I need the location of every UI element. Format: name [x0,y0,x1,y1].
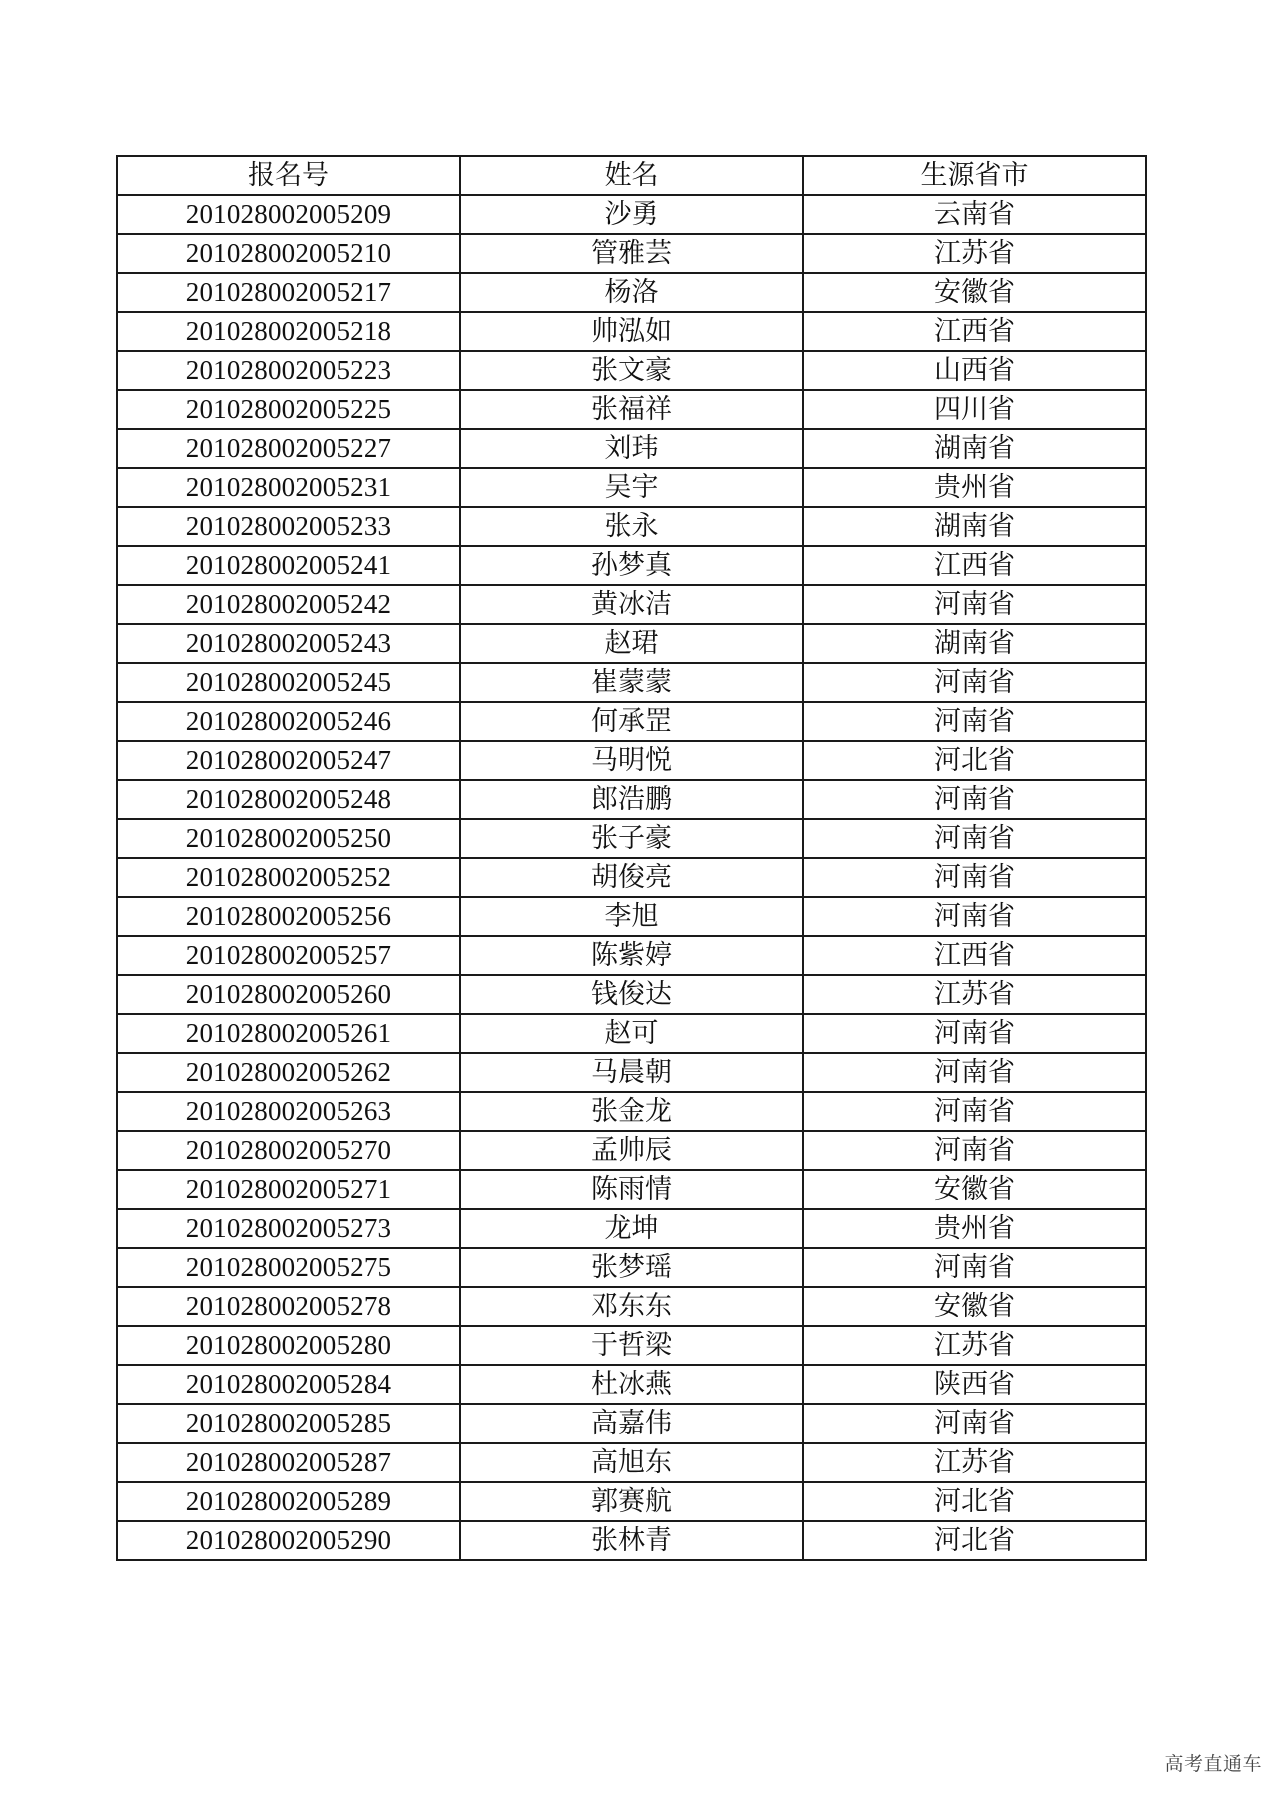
table-row [117,234,1146,273]
cell-registration-number: 201028002005257 [117,936,460,975]
table-row [117,195,1146,234]
table-row [117,507,1146,546]
table-row [117,1131,1146,1170]
cell-registration-number: 201028002005241 [117,546,460,585]
table-row [117,468,1146,507]
cell-name: 马明悦 [460,741,803,780]
cell-province: 河南省 [803,819,1146,858]
cell-name: 张金龙 [460,1092,803,1131]
cell-registration-number: 201028002005231 [117,468,460,507]
table-row [117,390,1146,429]
cell-province: 河南省 [803,1131,1146,1170]
table-row [117,858,1146,897]
cell-registration-number: 201028002005210 [117,234,460,273]
cell-province: 河南省 [803,1404,1146,1443]
table-row [117,1404,1146,1443]
cell-province: 河北省 [803,1482,1146,1521]
cell-province: 河南省 [803,1053,1146,1092]
cell-province: 江西省 [803,312,1146,351]
cell-registration-number: 201028002005245 [117,663,460,702]
cell-registration-number: 201028002005233 [117,507,460,546]
cell-province: 河南省 [803,702,1146,741]
table-row [117,1092,1146,1131]
cell-name: 张永 [460,507,803,546]
cell-name: 高旭东 [460,1443,803,1482]
header-registration-number: 报名号 [117,156,460,195]
header-row [117,156,1146,195]
cell-province: 湖南省 [803,624,1146,663]
cell-registration-number: 201028002005285 [117,1404,460,1443]
cell-registration-number: 201028002005225 [117,390,460,429]
cell-province: 陕西省 [803,1365,1146,1404]
cell-province: 江苏省 [803,975,1146,1014]
cell-name: 杨洛 [460,273,803,312]
table-row [117,936,1146,975]
cell-registration-number: 201028002005260 [117,975,460,1014]
cell-registration-number: 201028002005263 [117,1092,460,1131]
cell-province: 河南省 [803,663,1146,702]
table-row [117,312,1146,351]
header-name: 姓名 [460,156,803,195]
cell-registration-number: 201028002005256 [117,897,460,936]
cell-province: 河南省 [803,780,1146,819]
cell-province: 贵州省 [803,468,1146,507]
cell-registration-number: 201028002005270 [117,1131,460,1170]
cell-name: 崔蒙蒙 [460,663,803,702]
cell-name: 张子豪 [460,819,803,858]
table-row [117,1287,1146,1326]
table-body [117,195,1146,1560]
cell-registration-number: 201028002005243 [117,624,460,663]
cell-registration-number: 201028002005247 [117,741,460,780]
cell-registration-number: 201028002005262 [117,1053,460,1092]
cell-name: 管雅芸 [460,234,803,273]
cell-registration-number: 201028002005242 [117,585,460,624]
site-watermark: 高考直通车 [1164,1753,1262,1775]
cell-name: 沙勇 [460,195,803,234]
roster-table [116,155,1147,1561]
table-row [117,897,1146,936]
cell-registration-number: 201028002005209 [117,195,460,234]
cell-name: 吴宇 [460,468,803,507]
cell-name: 龙坤 [460,1209,803,1248]
cell-name: 于哲梁 [460,1326,803,1365]
table-row [117,663,1146,702]
cell-name: 钱俊达 [460,975,803,1014]
cell-province: 江苏省 [803,1326,1146,1365]
cell-name: 陈紫婷 [460,936,803,975]
cell-province: 河南省 [803,1248,1146,1287]
cell-name: 郭赛航 [460,1482,803,1521]
cell-registration-number: 201028002005246 [117,702,460,741]
header-province: 生源省市 [803,156,1146,195]
cell-name: 赵可 [460,1014,803,1053]
cell-province: 河南省 [803,897,1146,936]
table-row [117,1326,1146,1365]
cell-name: 杜冰燕 [460,1365,803,1404]
cell-registration-number: 201028002005280 [117,1326,460,1365]
cell-registration-number: 201028002005275 [117,1248,460,1287]
cell-registration-number: 201028002005248 [117,780,460,819]
cell-name: 张梦瑶 [460,1248,803,1287]
cell-province: 江苏省 [803,234,1146,273]
cell-name: 陈雨情 [460,1170,803,1209]
cell-registration-number: 201028002005289 [117,1482,460,1521]
cell-registration-number: 201028002005278 [117,1287,460,1326]
cell-registration-number: 201028002005290 [117,1521,460,1560]
table-row [117,1443,1146,1482]
cell-registration-number: 201028002005218 [117,312,460,351]
cell-registration-number: 201028002005217 [117,273,460,312]
cell-province: 云南省 [803,195,1146,234]
cell-province: 湖南省 [803,507,1146,546]
table-row [117,1014,1146,1053]
cell-province: 安徽省 [803,273,1146,312]
cell-registration-number: 201028002005227 [117,429,460,468]
cell-registration-number: 201028002005271 [117,1170,460,1209]
cell-registration-number: 201028002005223 [117,351,460,390]
cell-name: 邓东东 [460,1287,803,1326]
cell-province: 江苏省 [803,1443,1146,1482]
table-row [117,1521,1146,1560]
cell-registration-number: 201028002005250 [117,819,460,858]
table-row [117,429,1146,468]
cell-name: 赵珺 [460,624,803,663]
cell-registration-number: 201028002005252 [117,858,460,897]
cell-province: 安徽省 [803,1287,1146,1326]
cell-name: 黄冰洁 [460,585,803,624]
table-row [117,975,1146,1014]
cell-name: 张林青 [460,1521,803,1560]
cell-province: 山西省 [803,351,1146,390]
cell-name: 刘玮 [460,429,803,468]
cell-province: 河南省 [803,858,1146,897]
cell-registration-number: 201028002005273 [117,1209,460,1248]
table-row [117,1248,1146,1287]
cell-name: 何承罡 [460,702,803,741]
cell-name: 李旭 [460,897,803,936]
table-row [117,351,1146,390]
table-row [117,585,1146,624]
cell-registration-number: 201028002005261 [117,1014,460,1053]
cell-province: 江西省 [803,546,1146,585]
cell-registration-number: 201028002005284 [117,1365,460,1404]
table-row [117,273,1146,312]
cell-name: 张文豪 [460,351,803,390]
cell-name: 马晨朝 [460,1053,803,1092]
cell-province: 河北省 [803,741,1146,780]
table-row [117,1482,1146,1521]
table-header [117,156,1146,195]
cell-province: 湖南省 [803,429,1146,468]
cell-name: 郎浩鹏 [460,780,803,819]
cell-name: 胡俊亮 [460,858,803,897]
table-row [117,702,1146,741]
cell-province: 河南省 [803,585,1146,624]
cell-name: 帅泓如 [460,312,803,351]
cell-name: 张福祥 [460,390,803,429]
table-row [117,624,1146,663]
cell-province: 四川省 [803,390,1146,429]
table-row [117,780,1146,819]
table-row [117,1053,1146,1092]
cell-name: 高嘉伟 [460,1404,803,1443]
table-row [117,546,1146,585]
cell-registration-number: 201028002005287 [117,1443,460,1482]
table-row [117,1209,1146,1248]
cell-province: 河南省 [803,1014,1146,1053]
cell-province: 安徽省 [803,1170,1146,1209]
table-row [117,1170,1146,1209]
table-row [117,741,1146,780]
cell-province: 贵州省 [803,1209,1146,1248]
cell-province: 江西省 [803,936,1146,975]
cell-name: 孟帅辰 [460,1131,803,1170]
cell-province: 河南省 [803,1092,1146,1131]
cell-province: 河北省 [803,1521,1146,1560]
table-row [117,819,1146,858]
table-row [117,1365,1146,1404]
cell-name: 孙梦真 [460,546,803,585]
